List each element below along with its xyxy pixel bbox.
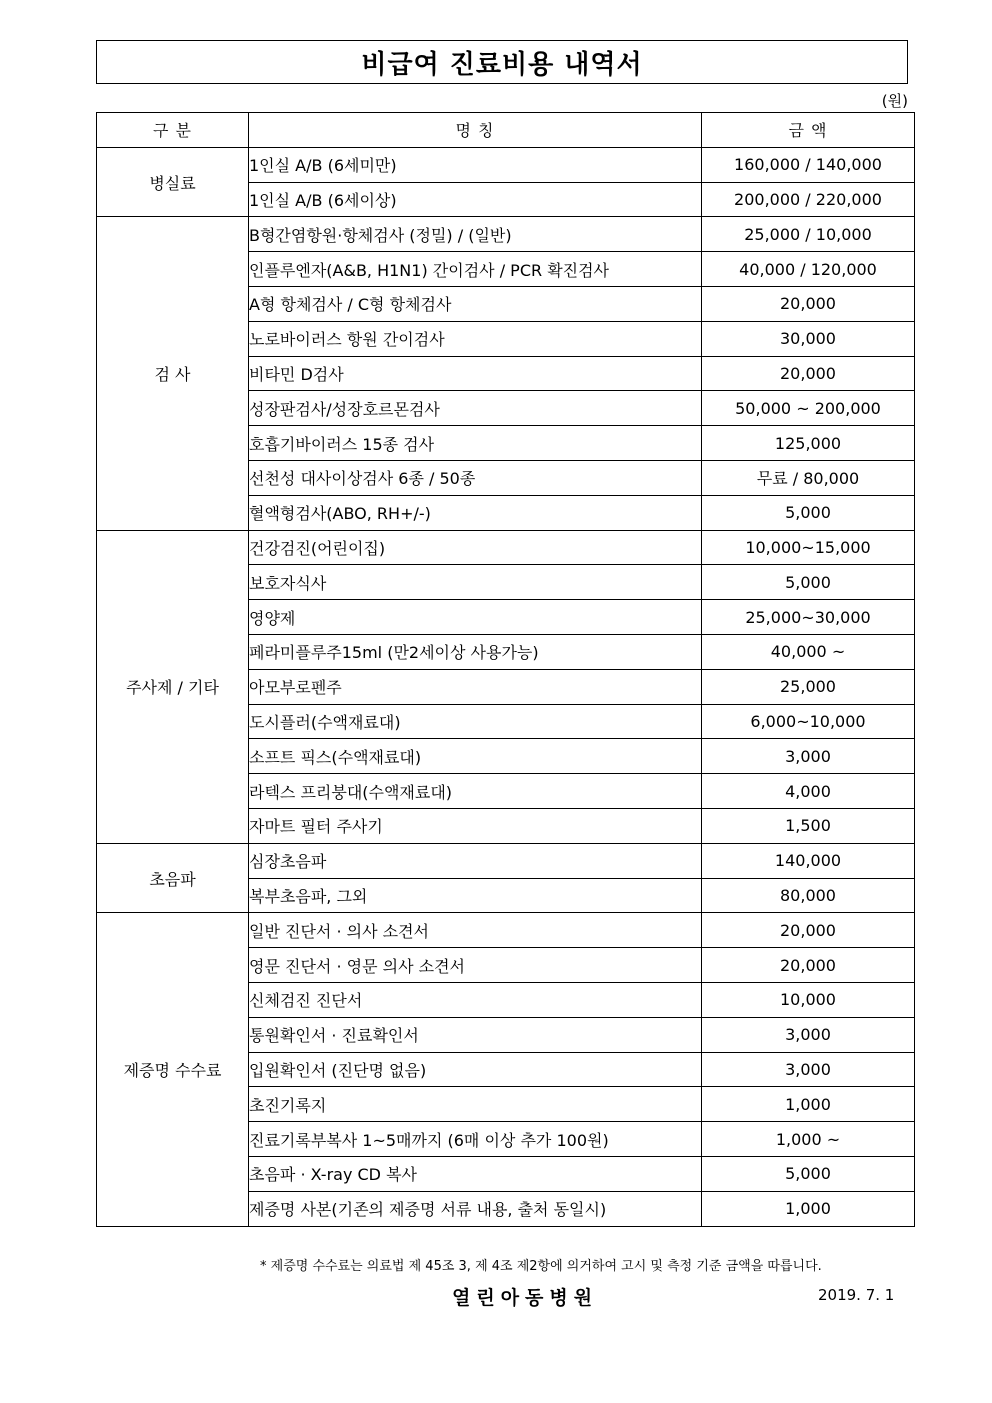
footnote: * 제증명 수수료는 의료법 제 45조 3, 제 4조 제2항에 의거하여 고시 및 측정 기준 금액을 따릅니다. bbox=[260, 1259, 822, 1274]
item-name-cell: 초진기록지 bbox=[249, 1087, 702, 1122]
item-name-cell: 페라미플루주15ml (만2세이상 사용가능) bbox=[249, 634, 702, 669]
table-row bbox=[97, 843, 915, 878]
item-name-cell: 영양제 bbox=[249, 600, 702, 635]
item-name-cell: 일반 진단서 · 의사 소견서 bbox=[249, 913, 702, 948]
item-name-cell: 초음파 · X-ray CD 복사 bbox=[249, 1156, 702, 1191]
item-name-cell: 노로바이러스 항원 간이검사 bbox=[249, 321, 702, 356]
item-amount-cell: 200,000 / 220,000 bbox=[702, 182, 915, 217]
item-amount-cell: 3,000 bbox=[702, 1017, 915, 1052]
item-name-cell: 라텍스 프리붕대(수액재료대) bbox=[249, 774, 702, 809]
item-amount-cell: 160,000 / 140,000 bbox=[702, 147, 915, 182]
item-amount-cell: 1,000 bbox=[702, 1087, 915, 1122]
item-amount-cell: 1,500 bbox=[702, 808, 915, 843]
item-amount-cell: 20,000 bbox=[702, 913, 915, 948]
table-row bbox=[97, 217, 915, 252]
item-amount-cell: 50,000 ~ 200,000 bbox=[702, 391, 915, 426]
item-amount-cell: 4,000 bbox=[702, 774, 915, 809]
item-amount-cell: 5,000 bbox=[702, 495, 915, 530]
item-name-cell: 보호자식사 bbox=[249, 565, 702, 600]
item-amount-cell: 5,000 bbox=[702, 1156, 915, 1191]
item-amount-cell: 1,000 ~ bbox=[702, 1122, 915, 1157]
item-amount-cell: 1,000 bbox=[702, 1191, 915, 1226]
currency-unit: (원) bbox=[881, 92, 908, 110]
table-header-row bbox=[97, 113, 915, 148]
item-name-cell: 제증명 사본(기존의 제증명 서류 내용, 출처 동일시) bbox=[249, 1191, 702, 1226]
item-amount-cell: 25,000 bbox=[702, 669, 915, 704]
issue-date: 2019. 7. 1 bbox=[818, 1286, 895, 1304]
category-cell: 주사제 / 기타 bbox=[97, 530, 249, 843]
item-amount-cell: 10,000~15,000 bbox=[702, 530, 915, 565]
item-name-cell: 선천성 대사이상검사 6종 / 50종 bbox=[249, 460, 702, 495]
item-name-cell: 혈액형검사(ABO, RH+/-) bbox=[249, 495, 702, 530]
item-name-cell: 복부초음파, 그외 bbox=[249, 878, 702, 913]
item-amount-cell: 25,000 / 10,000 bbox=[702, 217, 915, 252]
item-amount-cell: 10,000 bbox=[702, 982, 915, 1017]
item-amount-cell: 25,000~30,000 bbox=[702, 600, 915, 635]
table-row bbox=[97, 530, 915, 565]
category-cell: 검 사 bbox=[97, 217, 249, 530]
item-amount-cell: 5,000 bbox=[702, 565, 915, 600]
item-name-cell: 성장판검사/성장호르몬검사 bbox=[249, 391, 702, 426]
item-amount-cell: 40,000 / 120,000 bbox=[702, 252, 915, 287]
hospital-name: 열린아동병원 bbox=[452, 1287, 599, 1309]
item-name-cell: 1인실 A/B (6세미만) bbox=[249, 147, 702, 182]
item-name-cell: 건강검진(어린이집) bbox=[249, 530, 702, 565]
item-amount-cell: 무료 / 80,000 bbox=[702, 460, 915, 495]
item-name-cell: 비타민 D검사 bbox=[249, 356, 702, 391]
item-name-cell: 심장초음파 bbox=[249, 843, 702, 878]
item-name-cell: 통원확인서 · 진료확인서 bbox=[249, 1017, 702, 1052]
category-cell: 초음파 bbox=[97, 843, 249, 913]
item-name-cell: B형간염항원·항체검사 (정밀) / (일반) bbox=[249, 217, 702, 252]
item-amount-cell: 20,000 bbox=[702, 286, 915, 321]
item-name-cell: 입원확인서 (진단명 없음) bbox=[249, 1052, 702, 1087]
item-amount-cell: 30,000 bbox=[702, 321, 915, 356]
item-name-cell: 영문 진단서 · 영문 의사 소견서 bbox=[249, 948, 702, 983]
item-name-cell: 인플루엔자(A&B, H1N1) 간이검사 / PCR 확진검사 bbox=[249, 252, 702, 287]
item-amount-cell: 20,000 bbox=[702, 948, 915, 983]
item-amount-cell: 125,000 bbox=[702, 426, 915, 461]
item-amount-cell: 3,000 bbox=[702, 1052, 915, 1087]
category-cell: 병실료 bbox=[97, 147, 249, 217]
item-name-cell: 1인실 A/B (6세이상) bbox=[249, 182, 702, 217]
header-amount: 금 액 bbox=[702, 113, 915, 148]
item-name-cell: 호흡기바이러스 15종 검사 bbox=[249, 426, 702, 461]
item-name-cell: 소프트 픽스(수액재료대) bbox=[249, 739, 702, 774]
item-name-cell: A형 항체검사 / C형 항체검사 bbox=[249, 286, 702, 321]
item-amount-cell: 20,000 bbox=[702, 356, 915, 391]
item-name-cell: 신체검진 진단서 bbox=[249, 982, 702, 1017]
item-amount-cell: 140,000 bbox=[702, 843, 915, 878]
item-amount-cell: 6,000~10,000 bbox=[702, 704, 915, 739]
item-amount-cell: 3,000 bbox=[702, 739, 915, 774]
item-name-cell: 도시플러(수액재료대) bbox=[249, 704, 702, 739]
document-title: 비급여 진료비용 내역서 bbox=[96, 40, 908, 84]
fee-table bbox=[96, 112, 915, 1227]
header-name: 명 칭 bbox=[249, 113, 702, 148]
item-amount-cell: 80,000 bbox=[702, 878, 915, 913]
item-name-cell: 자마트 필터 주사기 bbox=[249, 808, 702, 843]
item-amount-cell: 40,000 ~ bbox=[702, 634, 915, 669]
category-cell: 제증명 수수료 bbox=[97, 913, 249, 1226]
fee-table-body bbox=[97, 147, 915, 1226]
table-row bbox=[97, 913, 915, 948]
header-category: 구 분 bbox=[97, 113, 249, 148]
item-name-cell: 아모부로펜주 bbox=[249, 669, 702, 704]
item-name-cell: 진료기록부복사 1~5매까지 (6매 이상 추가 100원) bbox=[249, 1122, 702, 1157]
table-row bbox=[97, 147, 915, 182]
